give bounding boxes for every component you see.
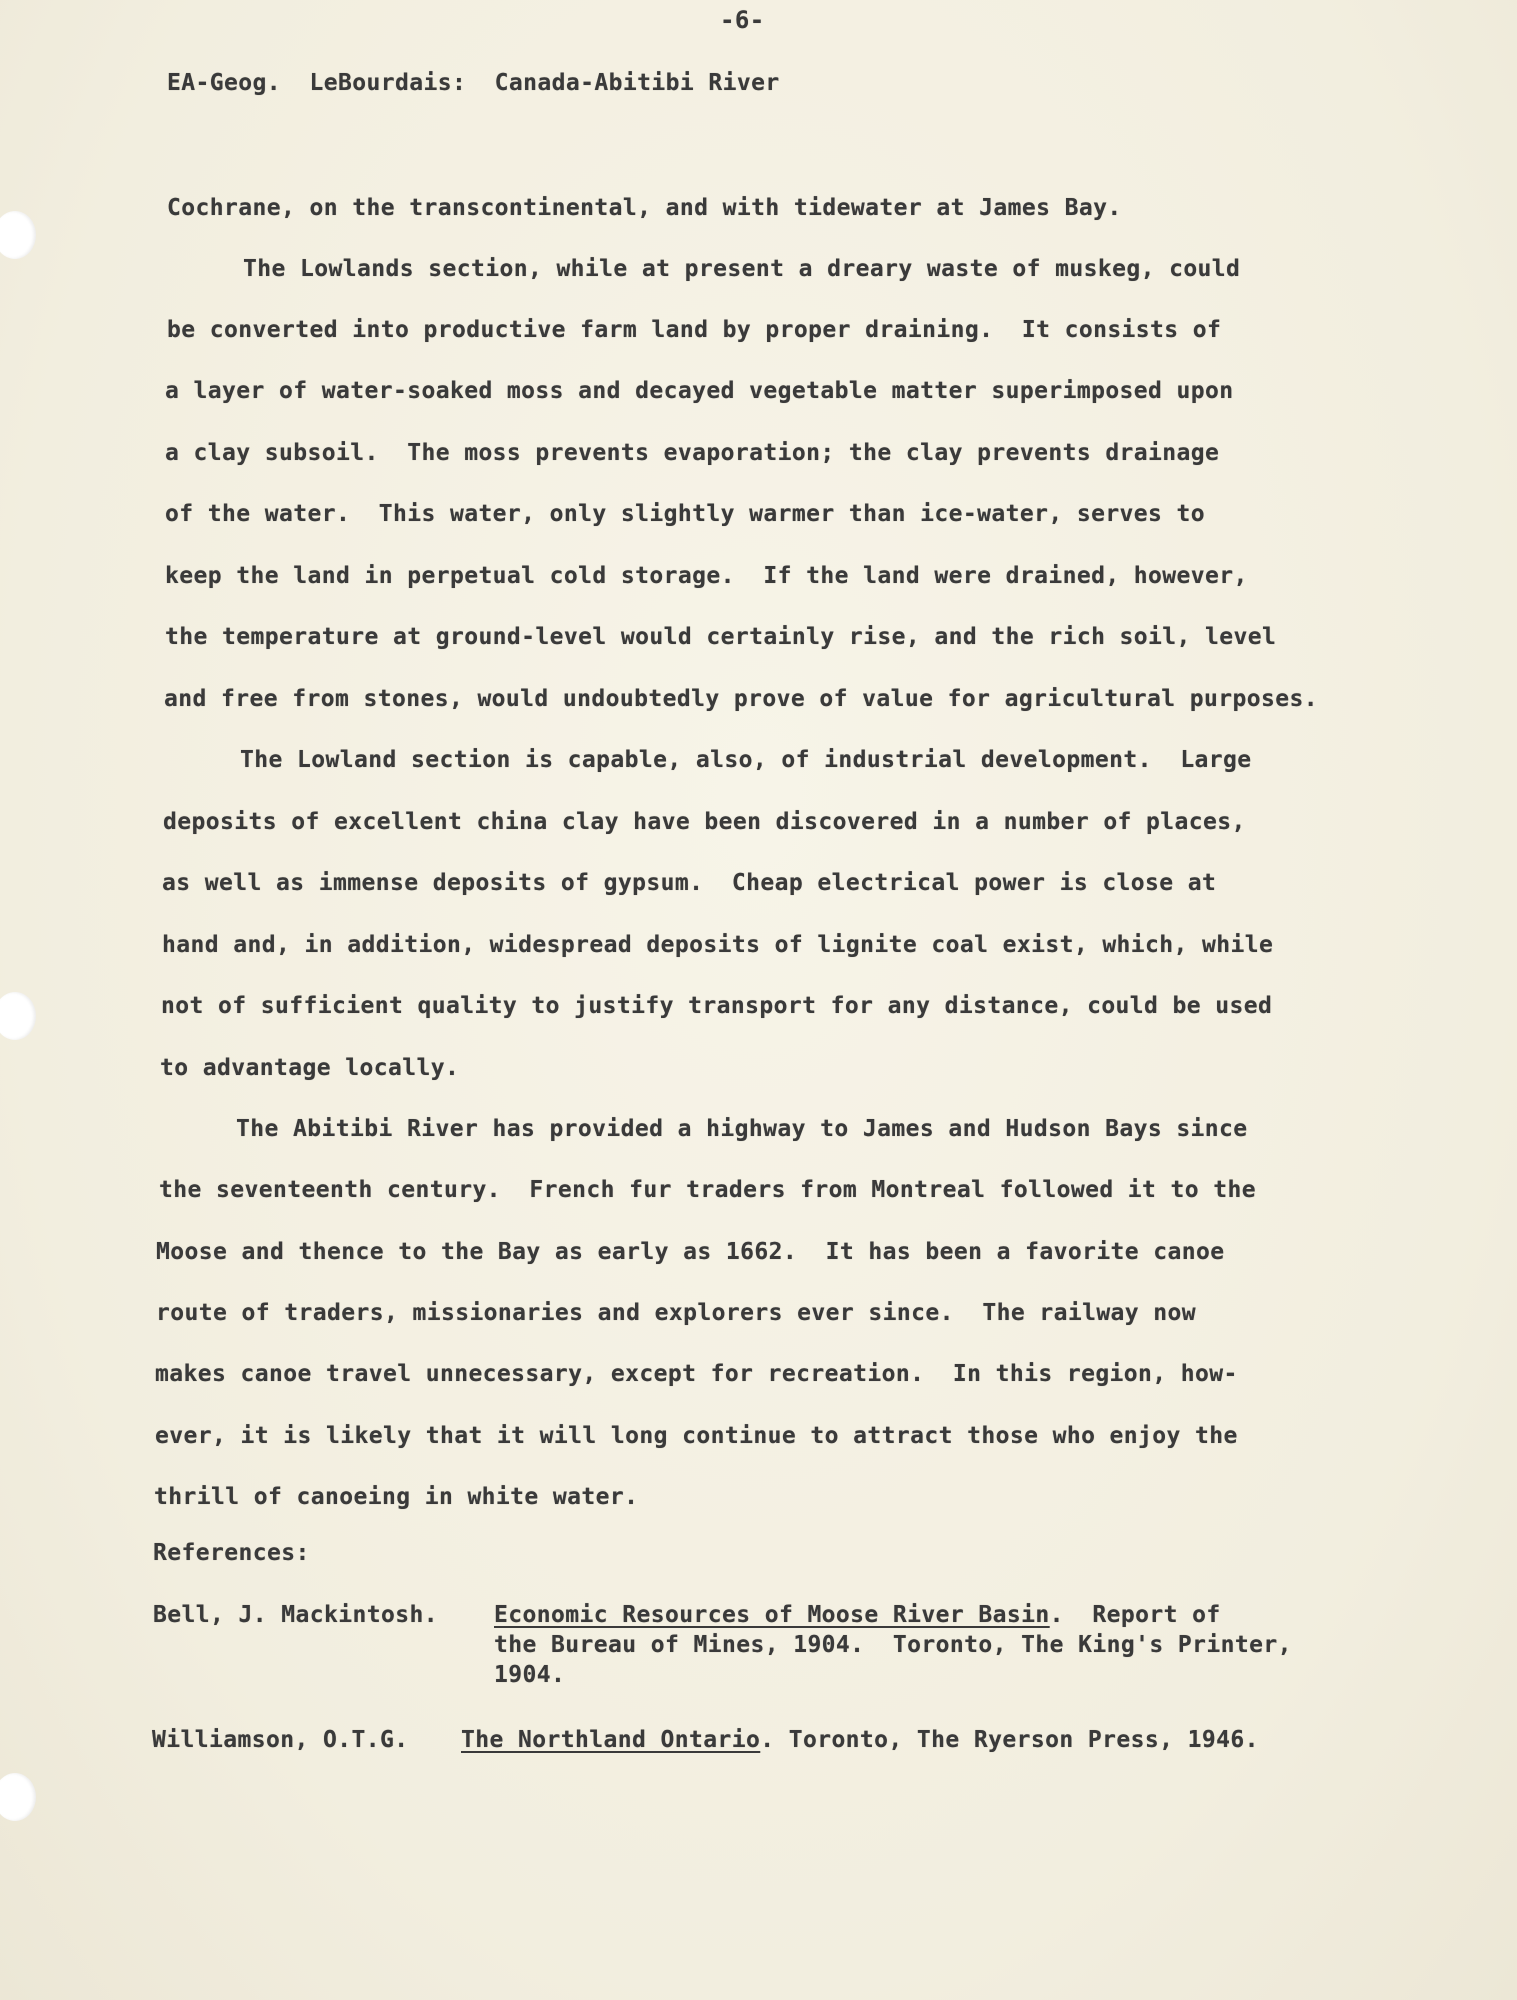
- reference-title: The Northland Ontario: [461, 1727, 761, 1753]
- body-line: Cochrane, on the transcontinental, and with tidewater at James Bay.: [167, 195, 1122, 221]
- page-number: -6-: [720, 6, 765, 34]
- reference-first-line: [494, 1602, 1221, 1628]
- reference-details: . Report of: [1049, 1602, 1221, 1628]
- reference-author: Bell, J. Mackintosh.: [153, 1602, 438, 1628]
- reference-first-line: [461, 1727, 1259, 1753]
- reference-author: Williamson, O.T.G.: [152, 1727, 409, 1753]
- punch-hole-top: [0, 211, 36, 259]
- punch-hole-bottom: [0, 1773, 36, 1821]
- body-line: route of traders, missionaries and explorers ever since. The railway now: [156, 1300, 1197, 1326]
- body-line: deposits of excellent china clay have been discovered in a number of places,: [163, 809, 1246, 835]
- body-line: The Lowland section is capable, also, of industrial development. Large: [240, 747, 1252, 773]
- body-line: makes canoe travel unnecessary, except for recreation. In this region, how-: [155, 1361, 1238, 1387]
- running-head: EA-Geog. LeBourdais: Canada-Abitibi River: [167, 70, 780, 96]
- reference-second-line: the Bureau of Mines, 1904. Toronto, The King's Printer,: [494, 1632, 1292, 1658]
- body-line: and free from stones, would undoubtedly prove of value for agricultural purposes.: [164, 686, 1319, 712]
- reference-details: . Toronto, The Ryerson Press, 1946.: [760, 1727, 1259, 1753]
- body-line: not of sufficient quality to justify transport for any distance, could be used: [161, 993, 1273, 1019]
- body-line: hand and, in addition, widespread deposits of lignite coal exist, which, while: [162, 932, 1274, 958]
- body-line: Moose and thence to the Bay as early as 1662. It has been a favorite canoe: [156, 1239, 1225, 1265]
- body-line: of the water. This water, only slightly warmer than ice-water, serves to: [165, 501, 1206, 527]
- body-line: be converted into productive farm land by proper draining. It consists of: [167, 317, 1222, 343]
- body-line: a clay subsoil. The moss prevents evaporation; the clay prevents drainage: [165, 440, 1220, 466]
- body-line: to advantage locally.: [160, 1055, 460, 1081]
- body-line: the seventeenth century. French fur traders from Montreal followed it to the: [159, 1177, 1257, 1203]
- reference-third-line: 1904.: [494, 1662, 566, 1688]
- body-line: ever, it is likely that it will long continue to attract those who enjoy the: [155, 1423, 1238, 1449]
- body-line: as well as immense deposits of gypsum. Cheap electrical power is close at: [162, 870, 1217, 896]
- body-line: The Lowlands section, while at present a dreary waste of muskeg, could: [243, 256, 1241, 282]
- body-line: the temperature at ground-level would certainly rise, and the rich soil, level: [165, 624, 1277, 650]
- punch-hole-middle: [0, 992, 36, 1040]
- reference-title: Economic Resources of Moose River Basin: [494, 1602, 1050, 1628]
- body-line: thrill of canoeing in white water.: [154, 1484, 639, 1510]
- body-line: a layer of water-soaked moss and decayed vegetable matter superimposed upon: [165, 378, 1234, 404]
- body-line: keep the land in perpetual cold storage. If the land were drained, however,: [165, 563, 1248, 589]
- body-line: The Abitibi River has provided a highway to James and Hudson Bays since: [236, 1116, 1248, 1142]
- references-heading: References:: [153, 1540, 310, 1566]
